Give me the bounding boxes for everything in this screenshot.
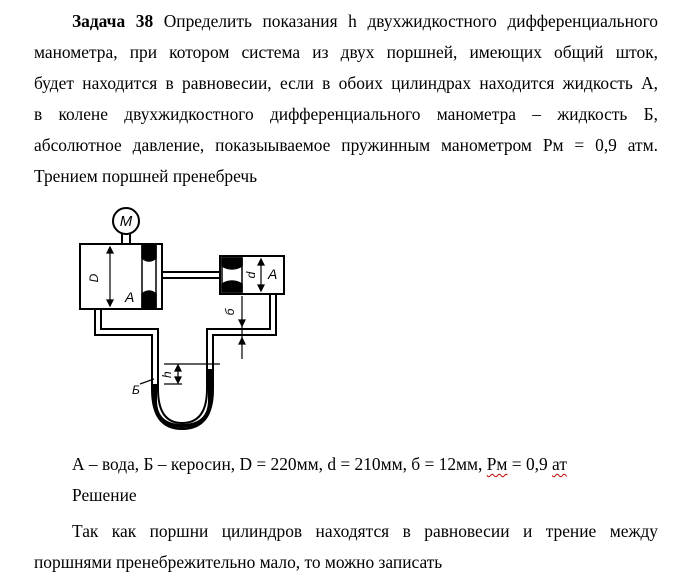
- solution-line-2: поршнями пренебрежительно мало, то можно записать: [34, 552, 443, 572]
- height-label: h: [160, 371, 174, 378]
- problem-statement: [34, 6, 658, 192]
- solution-heading: Решение: [72, 485, 137, 505]
- big-liquid-label: A: [125, 289, 135, 305]
- problem-line-1: Задача 38 Определить показания h двухжидкостного дифференциального: [72, 11, 658, 31]
- problem-line-3: будет находится в равновесии, если в обоих цилиндрах находится жидкость А,: [34, 73, 658, 93]
- big-diameter-label: D: [87, 273, 101, 283]
- problem-line-2: манометра, при котором система из двух поршней, имеющих общий шток,: [34, 42, 658, 62]
- problem-title: Задача 38: [72, 11, 154, 31]
- solution-line-1: Так как поршни цилиндров находятся в равновесии и трение между: [72, 521, 658, 541]
- pm-symbol: Рм: [486, 454, 508, 474]
- pm-unit: ат: [552, 454, 567, 474]
- given-data: А – вода, Б – керосин, D = 220мм, d = 210мм, б = 12мм, Рм = 0,9 ат: [72, 454, 567, 474]
- problem-line-5: абсолютное давление, показыываемое пружинным манометром Рм = 0,9 атм.: [34, 135, 658, 155]
- offset-label: б: [223, 308, 237, 316]
- gauge-label: M: [119, 213, 133, 230]
- problem-line-4: в колене двухжидкостного дифференциального манометра – жидкость Б,: [34, 104, 658, 124]
- manometer-liquid-label: Б: [132, 383, 140, 397]
- small-diameter-label: d: [244, 271, 258, 279]
- problem-line-6: Трением поршней пренебречь: [34, 166, 258, 186]
- small-liquid-label: A: [268, 266, 278, 282]
- solution-text: [34, 516, 658, 578]
- manometer-diagram: [70, 204, 292, 434]
